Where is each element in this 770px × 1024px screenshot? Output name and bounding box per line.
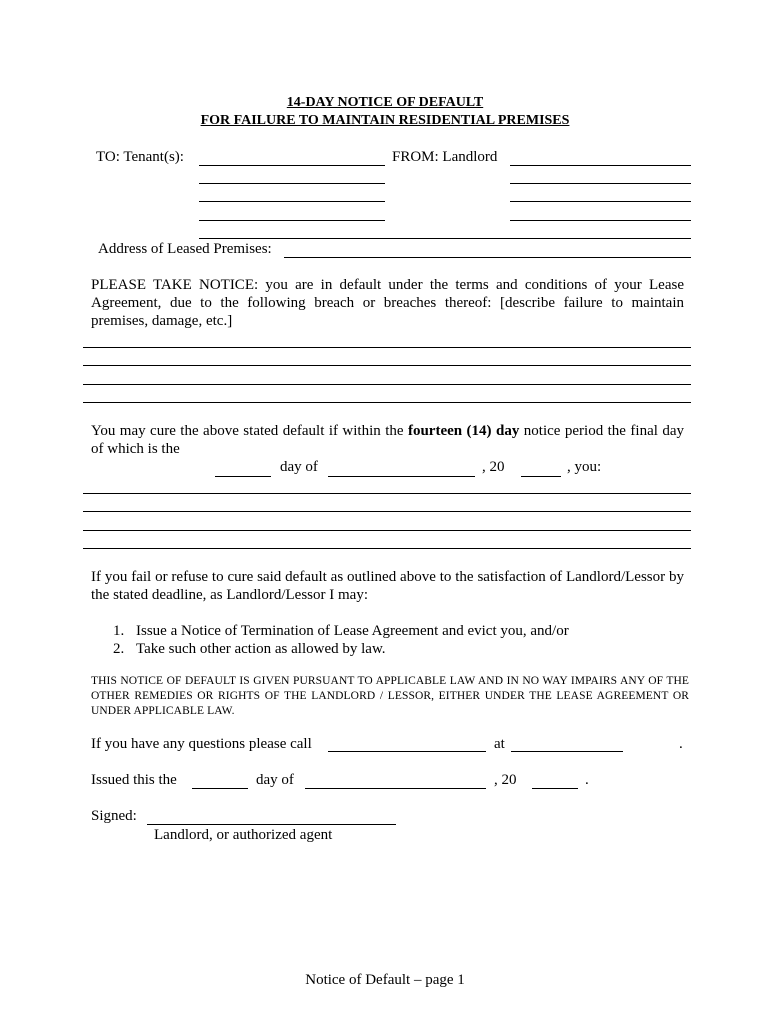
cure-text-after: notice period the final day of which is the xyxy=(91,423,684,457)
address-label: Address of Leased Premises: xyxy=(98,241,272,257)
questions-label: If you have any questions please call xyxy=(91,736,312,752)
legal-notice: THIS NOTICE OF DEFAULT IS GIVEN PURSUANT TO APPLICABLE LAW AND IN NO WAY IMPAIRS ANY OF THE OTHER REMEDIES OR RIGHTS OF THE LANDLORD / LESSOR, EITHER UNDER THE LEASE AGREEMENT OR UNDER APPLICABLE LAW. xyxy=(91,675,689,717)
issued-year-label: , 20 xyxy=(494,772,517,788)
cure-text-before: You may cure the above stated default if within the xyxy=(91,423,408,439)
issued-period: . xyxy=(585,772,589,788)
cure-day-line[interactable] xyxy=(215,476,271,477)
cure-paragraph xyxy=(91,422,684,458)
breach-line-3[interactable] xyxy=(83,384,691,385)
tenant-line-1[interactable] xyxy=(199,165,385,166)
breach-line-4[interactable] xyxy=(83,402,691,403)
landlord-line-2[interactable] xyxy=(510,183,691,184)
option-1-text: Issue a Notice of Termination of Lease Agreement and evict you, and/or xyxy=(136,623,569,639)
issued-year-line[interactable] xyxy=(532,788,578,789)
tenant-line-4[interactable] xyxy=(199,220,385,221)
from-landlord-label: FROM: Landlord xyxy=(392,149,498,165)
tenant-line-2[interactable] xyxy=(199,183,385,184)
signature-line[interactable] xyxy=(147,824,396,825)
cure-text-bold: fourteen (14) day xyxy=(407,423,520,439)
option-2-number: 2. xyxy=(113,641,125,657)
landlord-line-4[interactable] xyxy=(510,220,691,221)
cure-line-1[interactable] xyxy=(83,493,691,494)
fail-paragraph: If you fail or refuse to cure said default as outlined above to the satisfaction of Landlord/Lessor by the stated deadline, as Landlord/Lessor I may: xyxy=(91,569,684,603)
cure-line-3[interactable] xyxy=(83,530,691,531)
page-footer: Notice of Default – page 1 xyxy=(305,972,465,988)
address-line[interactable] xyxy=(284,257,691,258)
questions-period: . xyxy=(679,736,683,752)
issued-label: Issued this the xyxy=(91,772,177,788)
breach-line-2[interactable] xyxy=(83,365,691,366)
cure-you-label: , you: xyxy=(567,459,602,475)
questions-name-line[interactable] xyxy=(328,751,486,752)
to-from-full-line[interactable] xyxy=(199,238,691,239)
signer-caption: Landlord, or authorized agent xyxy=(154,827,333,843)
option-1-number: 1. xyxy=(113,623,125,639)
cure-day-of-label: day of xyxy=(280,459,318,475)
to-tenant-label: TO: Tenant(s): xyxy=(96,149,184,165)
questions-phone-line[interactable] xyxy=(511,751,623,752)
issued-day-of-label: day of xyxy=(256,772,294,788)
breach-line-1[interactable] xyxy=(83,347,691,348)
cure-line-2[interactable] xyxy=(83,511,691,512)
cure-line-4[interactable] xyxy=(83,548,691,549)
questions-at-label: at xyxy=(494,736,505,752)
notice-paragraph: PLEASE TAKE NOTICE: you are in default under the terms and conditions of your Lease Agreement, due to the following breach or breaches thereof: [describe failure to maintain premises, damage, etc.] xyxy=(91,277,684,329)
issued-day-line[interactable] xyxy=(192,788,248,789)
cure-month-line[interactable] xyxy=(328,476,475,477)
landlord-line-1[interactable] xyxy=(510,165,691,166)
issued-month-line[interactable] xyxy=(305,788,486,789)
cure-year-line[interactable] xyxy=(521,476,561,477)
landlord-line-3[interactable] xyxy=(510,201,691,202)
document-title-line1: 14-DAY NOTICE OF DEFAULT xyxy=(286,95,484,110)
option-2-text: Take such other action as allowed by law. xyxy=(136,641,386,657)
document-title-line2: FOR FAILURE TO MAINTAIN RESIDENTIAL PREMISES xyxy=(200,113,570,128)
cure-year-label: , 20 xyxy=(482,459,505,475)
tenant-line-3[interactable] xyxy=(199,201,385,202)
signed-label: Signed: xyxy=(91,808,137,824)
